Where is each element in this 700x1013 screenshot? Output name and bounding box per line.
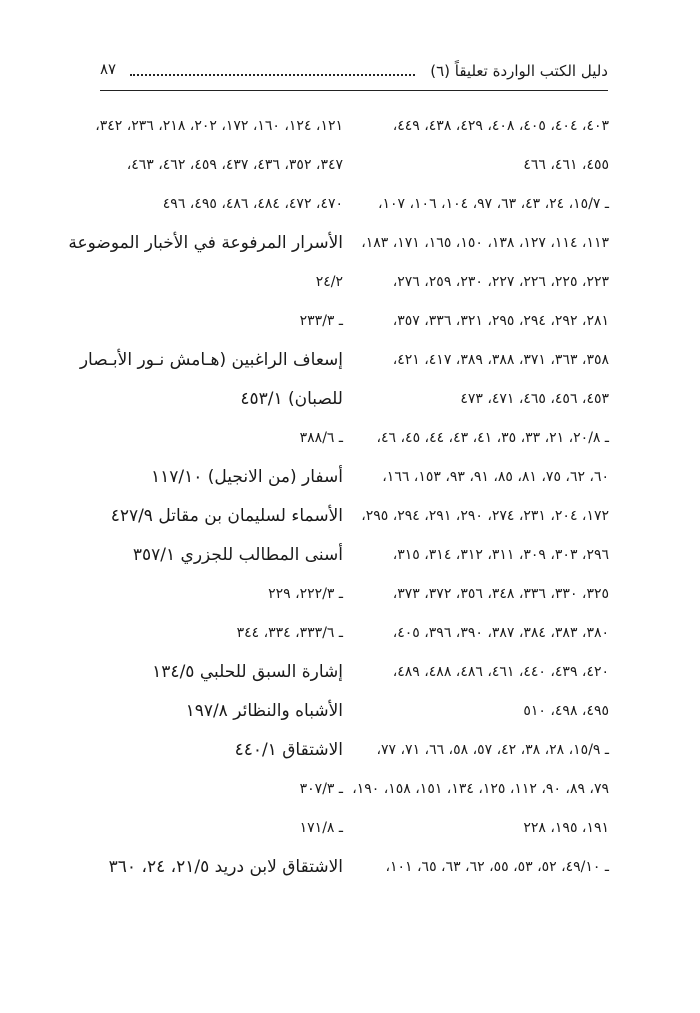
index-entry-title: إسعاف الراغبين (هـامش نـور الأبـصار (79, 350, 343, 370)
header-rule (100, 90, 608, 91)
index-line: ٢٩٦، ٣٠٣، ٣٠٩، ٣١١، ٣١٢، ٣١٤، ٣١٥، (392, 547, 609, 563)
index-line: ٣٢٥، ٣٣٠، ٣٣٦، ٣٤٨، ٣٥٦، ٣٧٢، ٣٧٣، (392, 586, 609, 602)
index-line: ٤٥٥، ٤٦١، ٤٦٦ (523, 157, 609, 173)
leader-dots (130, 74, 415, 76)
index-entry-title: الأشباه والنظائر ١٩٧/٨ (185, 701, 343, 721)
index-line: ٤٢٠، ٤٣٩، ٤٤٠، ٤٦١، ٤٨٦، ٤٨٨، ٤٨٩، (392, 664, 609, 680)
index-entry-title: الاشتقاق ٤٤٠/١ (234, 740, 343, 760)
index-line: ٣٨٠، ٣٨٣، ٣٨٤، ٣٨٧، ٣٩٠، ٣٩٦، ٤٠٥، (392, 625, 609, 641)
index-line: ـ ١٥/٧، ٢٤، ٤٣، ٦٣، ٩٧، ١٠٤، ١٠٦، ١٠٧، (377, 196, 609, 212)
index-line: ٤٩٥، ٤٩٨، ٥١٠ (523, 703, 609, 719)
index-line: ٤٧٠، ٤٧٢، ٤٨٤، ٤٨٦، ٤٩٥، ٤٩٦ (162, 196, 343, 212)
index-line: ـ ٤٩/١٠، ٥٢، ٥٣، ٥٥، ٦٢، ٦٣، ٦٥، ١٠١، (385, 859, 609, 875)
index-line: ٧٩، ٨٩، ٩٠، ١١٢، ١٢٥، ١٣٤، ١٥١، ١٥٨، ١٩٠، (352, 781, 609, 797)
index-entry-title: إشارة السبق للحلبي ١٣٤/٥ (152, 662, 343, 682)
page-number: ٨٧ (100, 60, 117, 78)
index-line: ٦٠، ٦٢، ٧٥، ٨١، ٨٥، ٩١، ٩٣، ١٥٣، ١٦٦، (382, 469, 609, 485)
index-line: ٢٢٣، ٢٢٥، ٢٢٦، ٢٢٧، ٢٣٠، ٢٥٩، ٢٧٦، (392, 274, 609, 290)
index-line: ٢٨١، ٢٩٢، ٢٩٤، ٢٩٥، ٣٢١، ٣٣٦، ٣٥٧، (392, 313, 609, 329)
index-line: ـ ٣٣٣/٦، ٣٣٤، ٣٤٤ (236, 625, 343, 641)
index-entry-title: أسنى المطالب للجزري ٣٥٧/١ (132, 545, 343, 565)
index-line: ١٩١، ١٩٥، ٢٢٨ (523, 820, 609, 836)
running-header-title: دليل الكتب الواردة تعليقاً (٦) (430, 62, 608, 80)
index-line: ١٧٢، ٢٠٤، ٢٣١، ٢٧٤، ٢٩٠، ٢٩١، ٢٩٤، ٢٩٥، (361, 508, 609, 524)
index-line: ٤٥٣، ٤٥٦، ٤٦٥، ٤٧١، ٤٧٣ (460, 391, 609, 407)
index-line: ـ ٣٠٧/٣ (299, 781, 343, 797)
index-entry-title: الاشتقاق لابن دريد ٢١/٥، ٢٤، ٣٦٠ (108, 857, 343, 877)
index-line: ـ ١٧١/٨ (299, 820, 343, 836)
index-entry-title: للصبان) ٤٥٣/١ (240, 389, 343, 409)
index-line: ٤٠٣، ٤٠٤، ٤٠٥، ٤٠٨، ٤٢٩، ٤٣٨، ٤٤٩، (392, 118, 609, 134)
index-line: ـ ١٥/٩، ٢٨، ٣٨، ٤٢، ٥٧، ٥٨، ٦٦، ٧١، ٧٧، (376, 742, 609, 758)
index-entry-title: أسفار (من الانجيل) ١١٧/١٠ (151, 467, 343, 487)
index-line: ـ ٢٣٣/٣ (299, 313, 343, 329)
index-line: ١١٣، ١١٤، ١٢٧، ١٣٨، ١٥٠، ١٦٥، ١٧١، ١٨٣، (361, 235, 609, 251)
index-entry-title: الأسماء لسليمان بن مقاتل ٤٢٧/٩ (110, 506, 343, 526)
index-line: ٣٤٧، ٣٥٢، ٤٣٦، ٤٣٧، ٤٥٩، ٤٦٢، ٤٦٣، (126, 157, 343, 173)
index-entry-title: الأسرار المرفوعة في الأخبار الموضوعة (68, 233, 343, 253)
index-line: ٢٤/٢ (315, 274, 343, 290)
left-column (68, 107, 343, 887)
index-line: ـ ٢٢٢/٣، ٢٢٩ (268, 586, 343, 602)
index-line: ـ ٣٨٨/٦ (299, 430, 343, 446)
right-column (352, 107, 609, 887)
running-header (100, 60, 608, 88)
index-line: ١٢١، ١٢٤، ١٦٠، ١٧٢، ٢٠٢، ٢١٨، ٢٣٦، ٣٤٢، (95, 118, 343, 134)
index-line: ٣٥٨، ٣٦٣، ٣٧١، ٣٨٨، ٣٨٩، ٤١٧، ٤٢١، (392, 352, 609, 368)
index-line: ـ ٢٠/٨، ٢١، ٣٣، ٣٥، ٤١، ٤٣، ٤٤، ٤٥، ٤٦، (376, 430, 609, 446)
